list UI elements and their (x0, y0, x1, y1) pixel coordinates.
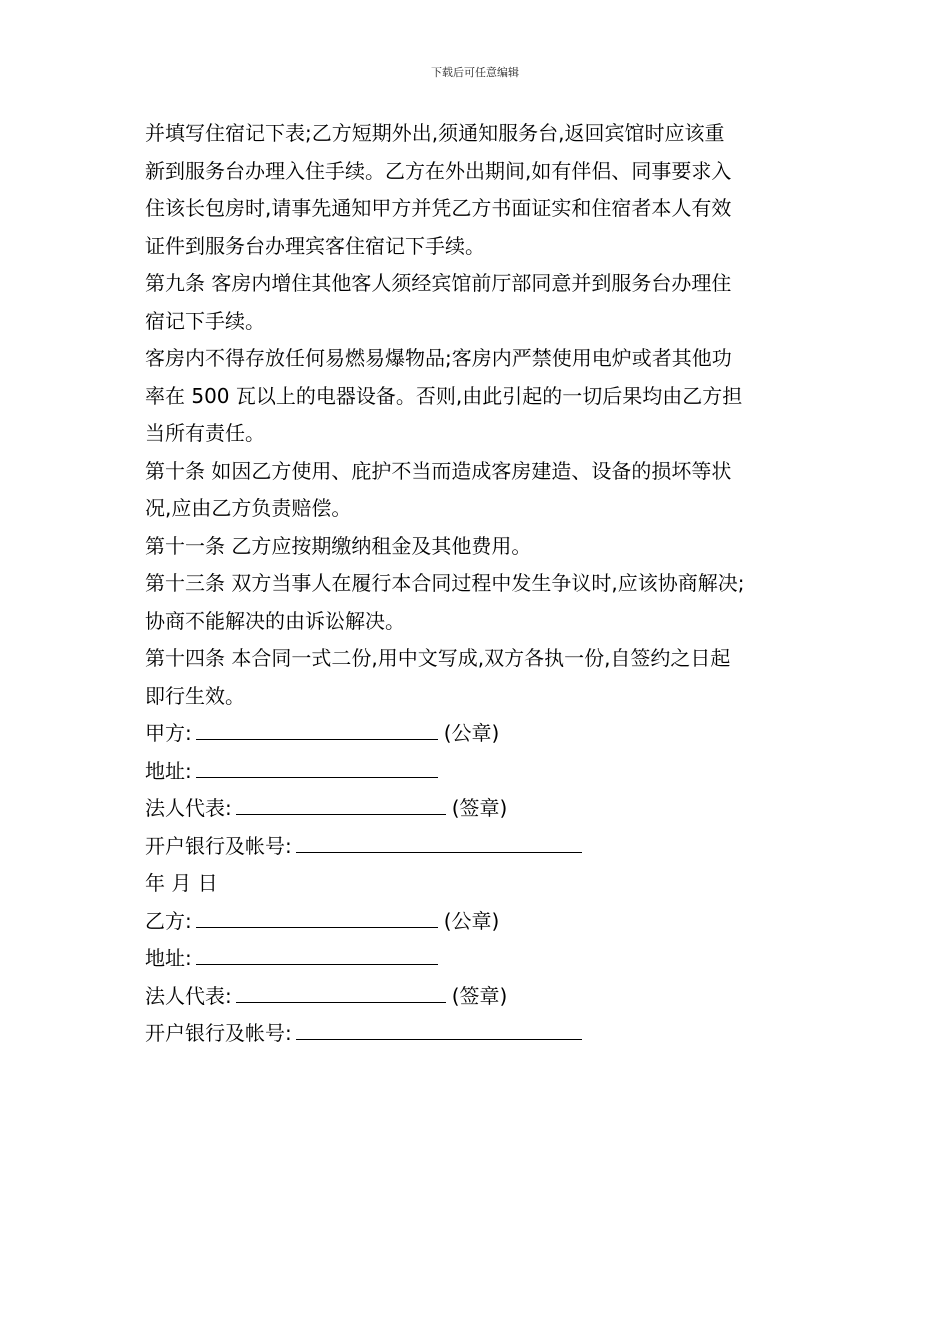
article-11-line: 第十一条 乙方应按期缴纳租金及其他费用。 (145, 533, 532, 558)
party-a-name-row (145, 715, 825, 753)
document-body (145, 115, 825, 1053)
party-a-seal-label: (公章) (443, 721, 500, 745)
body-line: 况,应由乙方负责赔偿。 (145, 496, 352, 520)
party-a-address-label: 地址: (145, 758, 192, 783)
party-b-seal-label: (公章) (443, 908, 500, 933)
party-b-rep-label: 法人代表: (145, 983, 232, 1008)
party-b-name-row (145, 903, 825, 941)
party-a-rep-row (145, 790, 825, 828)
party-a-sign-label: (签章) (451, 796, 508, 820)
party-b-rep-row (145, 978, 825, 1016)
party-a-rep-label: 法人代表: (145, 796, 232, 820)
body-line: 当所有责任。 (145, 421, 265, 445)
party-a-name-label: 甲方: (145, 721, 192, 745)
party-a-address-row (145, 753, 825, 791)
article-9-line: 第九条 客房内增住其他客人须经宾馆前厅部同意并到服务台办理住 (145, 271, 732, 295)
body-line: 新到服务台办理入住手续。乙方在外出期间,如有伴侣、同事要求入 (145, 158, 732, 183)
body-line: 并填写住宿记下表;乙方短期外出,须通知服务台,返回宾馆时应该重 (145, 121, 725, 145)
body-line: 客房内不得存放任何易燃易爆物品;客房内严禁使用电炉或者其他功 (145, 346, 732, 370)
party-a-address-blank[interactable] (196, 759, 438, 778)
body-line: 住该长包房时,请事先通知甲方并凭乙方书面证实和住宿者本人有效 (145, 196, 732, 220)
party-b-name-blank[interactable] (196, 909, 438, 928)
body-line: 即行生效。 (145, 683, 245, 708)
body-line: 协商不能解决的由诉讼解决。 (145, 608, 405, 633)
party-a-name-blank[interactable] (196, 721, 438, 740)
party-b-name-label: 乙方: (145, 908, 192, 933)
date-line: 年 月 日 (145, 871, 218, 895)
party-a-bank-blank[interactable] (296, 834, 582, 853)
party-b-bank-label: 开户银行及帐号: (145, 1021, 292, 1045)
party-b-sign-label: (签章) (451, 983, 508, 1008)
body-line: 宿记下手续。 (145, 308, 265, 333)
page-header: 下载后可任意编辑 (431, 66, 519, 79)
party-b-bank-blank[interactable] (296, 1021, 582, 1040)
article-14-line: 第十四条 本合同一式二份,用中文写成,双方各执一份,自签约之日起 (145, 646, 731, 670)
party-a-bank-label: 开户银行及帐号: (145, 833, 292, 858)
party-b-address-label: 地址: (145, 946, 192, 970)
article-13-line: 第十三条 双方当事人在履行本合同过程中发生争议时,应该协商解决; (145, 571, 745, 595)
party-a-bank-row (145, 828, 825, 866)
body-line: 率在 500 瓦以上的电器设备。否则,由此引起的一切后果均由乙方担 (145, 383, 743, 408)
party-b-rep-blank[interactable] (236, 984, 446, 1003)
party-a-rep-blank[interactable] (236, 796, 446, 815)
party-b-address-blank[interactable] (196, 946, 438, 965)
article-10-line: 第十条 如因乙方使用、庇护不当而造成客房建造、设备的损坏等状 (145, 458, 732, 483)
party-b-address-row (145, 940, 825, 978)
body-line: 证件到服务台办理宾客住宿记下手续。 (145, 233, 485, 258)
party-b-bank-row (145, 1015, 825, 1053)
